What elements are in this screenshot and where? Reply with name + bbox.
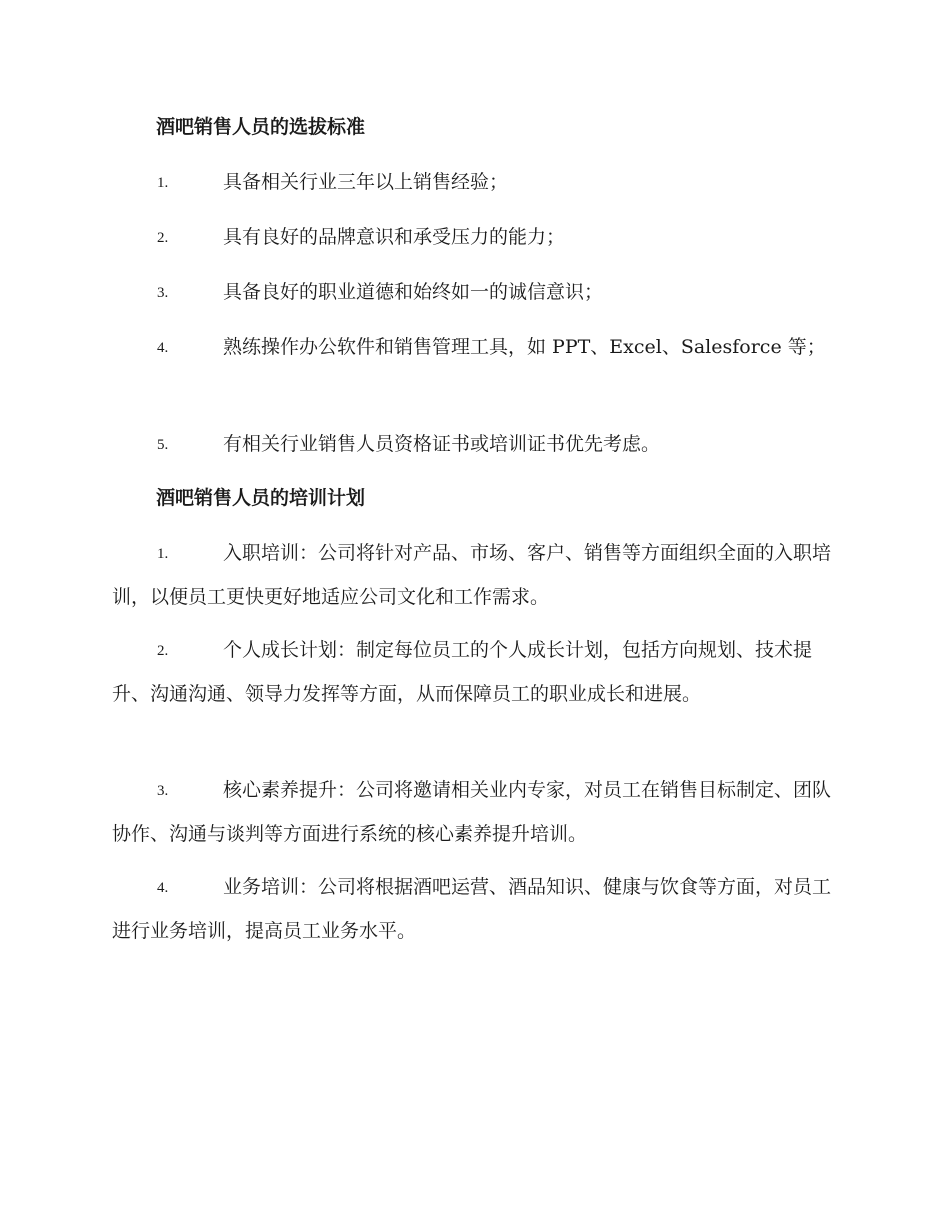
list-item-text: 熟练操作办公软件和销售管理工具，如 PPT、Excel、Salesforce 等； xyxy=(223,336,826,358)
list-item-text: 个人成长计划：制定每位员工的个人成长计划，包括方向规划、技术提升、沟通沟通、领导力发挥等方面，从而保障员工的职业成长和进展。 xyxy=(112,639,813,705)
list-number: 2. xyxy=(157,643,169,659)
section-heading-training: 酒吧销售人员的培训计划 xyxy=(156,487,366,509)
list-item-text: 具有良好的品牌意识和承受压力的能力； xyxy=(223,226,566,248)
list-number: 4. xyxy=(157,340,169,356)
list-item-text: 核心素养提升：公司将邀请相关业内专家，对员工在销售目标制定、团队协作、沟通与谈判等方面进行系统的核心素养提升培训。 xyxy=(112,779,832,845)
list-item-text: 有相关行业销售人员资格证书或培训证书优先考虑。 xyxy=(223,433,661,455)
list-number: 1. xyxy=(157,546,169,562)
list-item-text: 具备相关行业三年以上销售经验； xyxy=(223,171,509,193)
list-number: 3. xyxy=(157,285,169,301)
list-number: 2. xyxy=(157,230,169,246)
list-item-text: 入职培训：公司将针对产品、市场、客户、销售等方面组织全面的入职培训，以便员工更快更好地适应公司文化和工作需求。 xyxy=(112,542,832,608)
list-item-text: 具备良好的职业道德和始终如一的诚信意识； xyxy=(223,281,604,303)
section-heading-selection: 酒吧销售人员的选拔标准 xyxy=(156,116,366,138)
list-number: 1. xyxy=(157,175,169,191)
list-number: 3. xyxy=(157,783,169,799)
list-number: 4. xyxy=(157,880,169,896)
list-number: 5. xyxy=(157,437,169,453)
list-item-text: 业务培训：公司将根据酒吧运营、酒品知识、健康与饮食等方面，对员工进行业务培训，提高员工业务水平。 xyxy=(112,876,832,942)
